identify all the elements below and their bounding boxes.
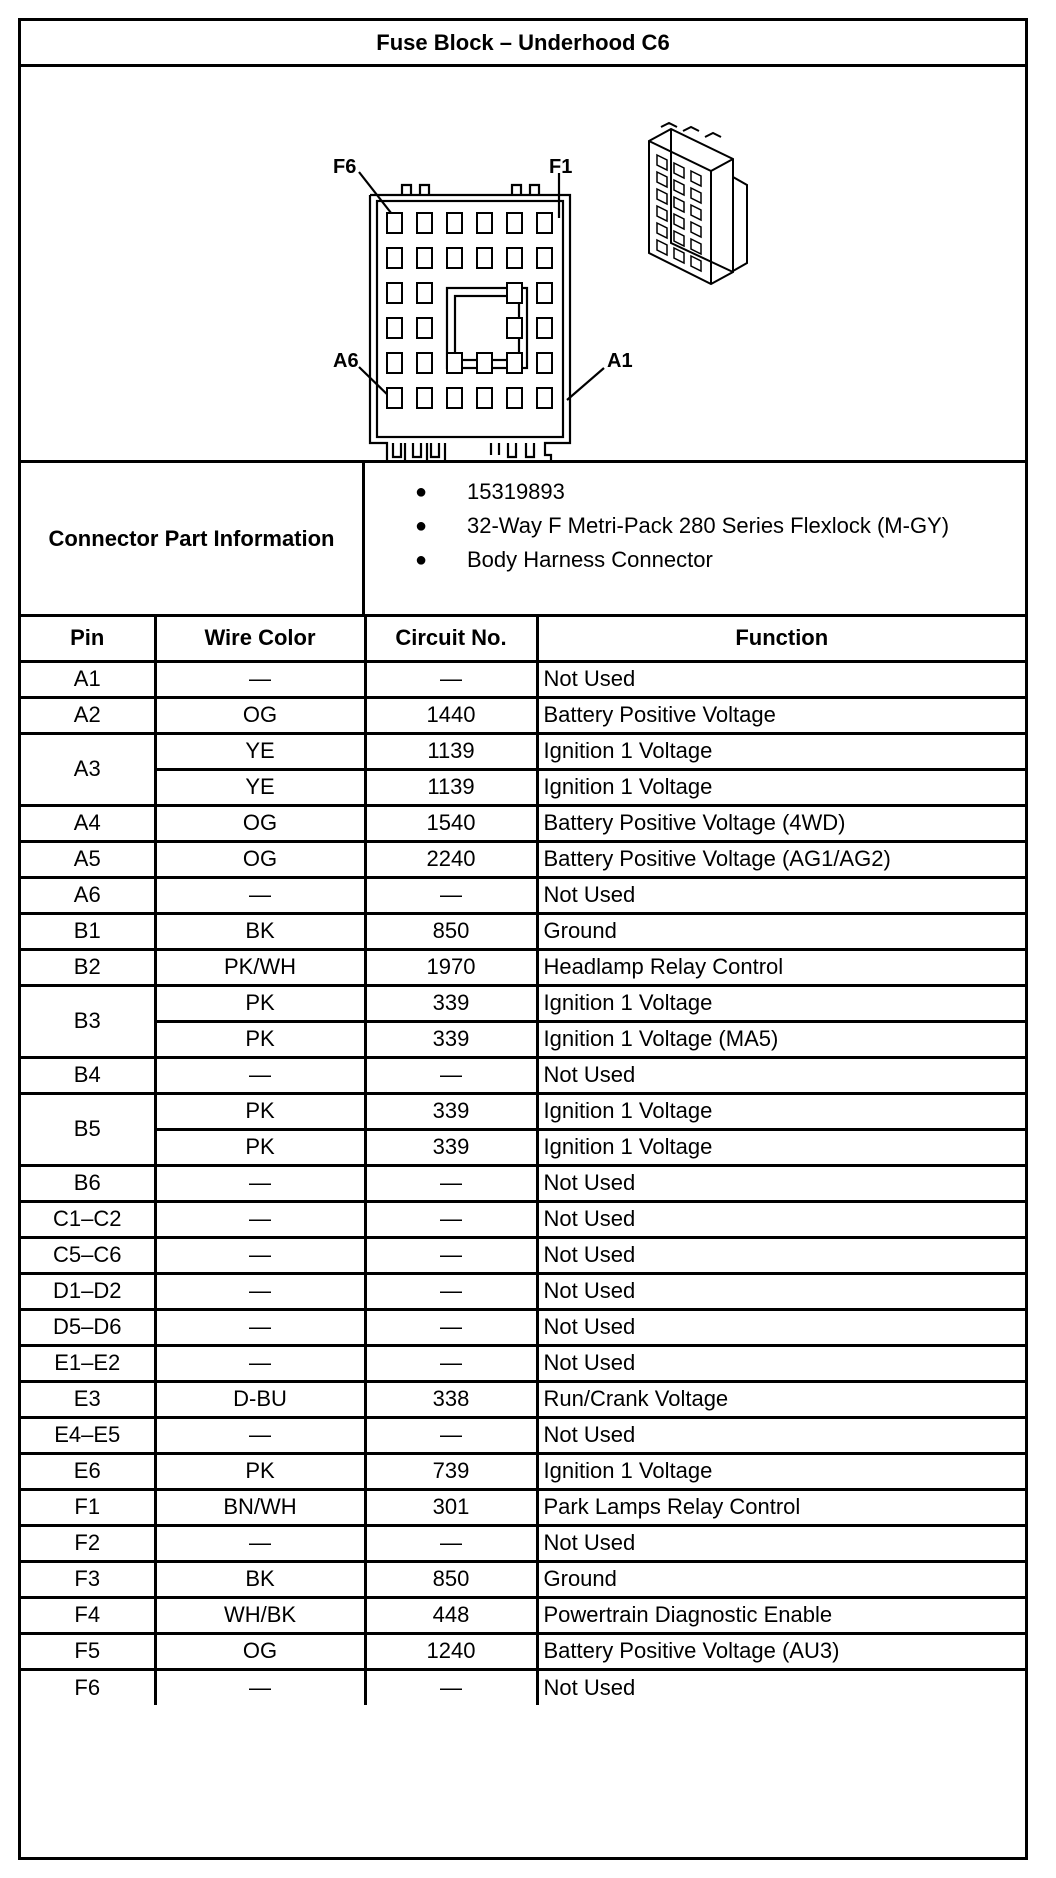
connector-cavity xyxy=(537,283,552,303)
label-a1: A1 xyxy=(607,350,633,372)
table-row xyxy=(21,769,1025,805)
pin-cell: B5 xyxy=(21,1093,155,1165)
circuit-cell: 338 xyxy=(365,1381,537,1417)
wire-color-cell: OG xyxy=(155,841,365,877)
circuit-cell: 339 xyxy=(365,1021,537,1057)
function-cell: Not Used xyxy=(537,1309,1025,1345)
function-cell: Ignition 1 Voltage xyxy=(537,769,1025,805)
circuit-cell: — xyxy=(365,877,537,913)
table-row xyxy=(21,1381,1025,1417)
header-pin: Pin xyxy=(21,617,155,661)
connector-cavity xyxy=(417,213,432,233)
connector-cavity xyxy=(387,213,402,233)
table-row xyxy=(21,1273,1025,1309)
table-row xyxy=(21,697,1025,733)
iso-cavity xyxy=(657,206,667,221)
table-row xyxy=(21,985,1025,1021)
connector-cavity xyxy=(417,388,432,408)
connector-cavity xyxy=(387,283,402,303)
table-row xyxy=(21,805,1025,841)
iso-cavity xyxy=(674,197,684,212)
circuit-cell: 1540 xyxy=(365,805,537,841)
table-row xyxy=(21,1525,1025,1561)
table-row xyxy=(21,1345,1025,1381)
table-row xyxy=(21,1417,1025,1453)
function-cell: Ignition 1 Voltage (MA5) xyxy=(537,1021,1025,1057)
connector-cavity xyxy=(417,283,432,303)
iso-cavity xyxy=(657,223,667,238)
wire-color-cell: — xyxy=(155,1165,365,1201)
wire-color-cell: YE xyxy=(155,769,365,805)
header-wire-color: Wire Color xyxy=(155,617,365,661)
circuit-cell: 1139 xyxy=(365,733,537,769)
table-row xyxy=(21,1237,1025,1273)
iso-cavity xyxy=(674,231,684,246)
wire-color-cell: — xyxy=(155,1417,365,1453)
wire-color-cell: — xyxy=(155,877,365,913)
pin-cell: D5–D6 xyxy=(21,1309,155,1345)
function-cell: Not Used xyxy=(537,1165,1025,1201)
connector-cavity xyxy=(537,213,552,233)
pin-cell: B6 xyxy=(21,1165,155,1201)
pinout-table xyxy=(21,617,1025,1705)
table-row xyxy=(21,1129,1025,1165)
wire-color-cell: OG xyxy=(155,1633,365,1669)
header-circuit: Circuit No. xyxy=(365,617,537,661)
iso-cavity xyxy=(657,155,667,170)
function-cell: Ignition 1 Voltage xyxy=(537,1129,1025,1165)
table-row xyxy=(21,1309,1025,1345)
connector-cavity xyxy=(387,388,402,408)
connector-cavity xyxy=(477,248,492,268)
connector-cavity xyxy=(507,318,522,338)
sheet-title: Fuse Block – Underhood C6 xyxy=(21,21,1025,67)
connector-cavity xyxy=(537,388,552,408)
circuit-cell: 850 xyxy=(365,1561,537,1597)
info-item: ● Body Harness Connector xyxy=(415,547,713,572)
table-row xyxy=(21,1021,1025,1057)
table-row xyxy=(21,877,1025,913)
function-cell: Ground xyxy=(537,913,1025,949)
wire-color-cell: WH/BK xyxy=(155,1597,365,1633)
iso-cavity xyxy=(674,248,684,263)
function-cell: Powertrain Diagnostic Enable xyxy=(537,1597,1025,1633)
table-row xyxy=(21,913,1025,949)
function-cell: Not Used xyxy=(537,1525,1025,1561)
wire-color-cell: — xyxy=(155,661,365,697)
iso-cavity xyxy=(674,163,684,178)
circuit-cell: — xyxy=(365,661,537,697)
connector-cavity xyxy=(447,213,462,233)
pin-cell: F3 xyxy=(21,1561,155,1597)
iso-cavity xyxy=(691,239,701,254)
table-row xyxy=(21,841,1025,877)
circuit-cell: — xyxy=(365,1345,537,1381)
circuit-cell: — xyxy=(365,1669,537,1705)
function-cell: Battery Positive Voltage (4WD) xyxy=(537,805,1025,841)
connector-cavity xyxy=(507,213,522,233)
connector-cavity xyxy=(507,353,522,373)
pin-cell: F4 xyxy=(21,1597,155,1633)
wire-color-cell: — xyxy=(155,1201,365,1237)
function-cell: Run/Crank Voltage xyxy=(537,1381,1025,1417)
function-cell: Not Used xyxy=(537,1057,1025,1093)
circuit-cell: 1970 xyxy=(365,949,537,985)
circuit-cell: 339 xyxy=(365,1093,537,1129)
function-cell: Not Used xyxy=(537,1273,1025,1309)
connector-cavity xyxy=(387,353,402,373)
iso-cavity xyxy=(691,188,701,203)
iso-cavity xyxy=(674,180,684,195)
function-cell: Park Lamps Relay Control xyxy=(537,1489,1025,1525)
circuit-cell: 1139 xyxy=(365,769,537,805)
connector-cavity xyxy=(447,248,462,268)
connector-cavity xyxy=(417,353,432,373)
wire-color-cell: BK xyxy=(155,913,365,949)
circuit-cell: 301 xyxy=(365,1489,537,1525)
circuit-cell: — xyxy=(365,1201,537,1237)
iso-cavity xyxy=(674,214,684,229)
iso-cavity xyxy=(657,189,667,204)
pin-cell: B2 xyxy=(21,949,155,985)
circuit-cell: — xyxy=(365,1165,537,1201)
circuit-cell: — xyxy=(365,1525,537,1561)
connector-cavity xyxy=(537,318,552,338)
label-f1: F1 xyxy=(549,156,573,178)
connector-face-drawing xyxy=(21,67,1025,460)
table-row xyxy=(21,1561,1025,1597)
circuit-cell: — xyxy=(365,1273,537,1309)
wire-color-cell: PK xyxy=(155,985,365,1021)
circuit-cell: — xyxy=(365,1309,537,1345)
label-a6: A6 xyxy=(333,350,359,372)
wire-color-cell: OG xyxy=(155,805,365,841)
function-cell: Not Used xyxy=(537,1669,1025,1705)
pin-cell: A3 xyxy=(21,733,155,805)
wire-color-cell: PK xyxy=(155,1453,365,1489)
connector-cavity xyxy=(507,248,522,268)
table-row xyxy=(21,1597,1025,1633)
function-cell: Not Used xyxy=(537,1201,1025,1237)
circuit-cell: 1440 xyxy=(365,697,537,733)
table-row xyxy=(21,1201,1025,1237)
circuit-cell: 2240 xyxy=(365,841,537,877)
function-cell: Not Used xyxy=(537,661,1025,697)
pin-cell: A4 xyxy=(21,805,155,841)
wire-color-cell: D-BU xyxy=(155,1381,365,1417)
wire-color-cell: PK/WH xyxy=(155,949,365,985)
circuit-cell: 448 xyxy=(365,1597,537,1633)
circuit-cell: 850 xyxy=(365,913,537,949)
table-row xyxy=(21,1057,1025,1093)
info-item: ● 32-Way F Metri-Pack 280 Series Flexlock (M-GY) xyxy=(415,513,950,538)
pin-cell: F5 xyxy=(21,1633,155,1669)
circuit-cell: 1240 xyxy=(365,1633,537,1669)
circuit-cell: — xyxy=(365,1057,537,1093)
function-cell: Battery Positive Voltage (AG1/AG2) xyxy=(537,841,1025,877)
wire-color-cell: PK xyxy=(155,1129,365,1165)
wire-color-cell: — xyxy=(155,1669,365,1705)
wire-color-cell: BK xyxy=(155,1561,365,1597)
connector-cavity xyxy=(477,388,492,408)
connector-sheet xyxy=(18,18,1028,1860)
connector-cavity xyxy=(537,353,552,373)
iso-cavity xyxy=(691,222,701,237)
circuit-cell: — xyxy=(365,1417,537,1453)
pin-cell: F6 xyxy=(21,1669,155,1705)
wire-color-cell: — xyxy=(155,1309,365,1345)
connector-cavity xyxy=(447,388,462,408)
wire-color-cell: — xyxy=(155,1345,365,1381)
connector-cavity xyxy=(387,318,402,338)
connector-cavity xyxy=(507,283,522,303)
function-cell: Battery Positive Voltage xyxy=(537,697,1025,733)
label-f6: F6 xyxy=(333,156,357,178)
pin-cell: F2 xyxy=(21,1525,155,1561)
function-cell: Ground xyxy=(537,1561,1025,1597)
wire-color-cell: PK xyxy=(155,1021,365,1057)
pin-cell: A6 xyxy=(21,877,155,913)
wire-color-cell: — xyxy=(155,1525,365,1561)
connector-cavity xyxy=(507,388,522,408)
connector-cavity xyxy=(477,353,492,373)
wire-color-cell: OG xyxy=(155,697,365,733)
table-row xyxy=(21,1453,1025,1489)
circuit-cell: 339 xyxy=(365,1129,537,1165)
pinout-header-row xyxy=(21,617,1025,661)
pin-cell: A2 xyxy=(21,697,155,733)
connector-cavity xyxy=(417,318,432,338)
pin-cell: C1–C2 xyxy=(21,1201,155,1237)
pin-cell: B1 xyxy=(21,913,155,949)
function-cell: Not Used xyxy=(537,1237,1025,1273)
connector-cavity xyxy=(387,248,402,268)
pin-cell: E1–E2 xyxy=(21,1345,155,1381)
wire-color-cell: — xyxy=(155,1057,365,1093)
table-row xyxy=(21,1093,1025,1129)
iso-cavity xyxy=(691,256,701,271)
pin-cell: B4 xyxy=(21,1057,155,1093)
table-row xyxy=(21,1633,1025,1669)
iso-cavity xyxy=(657,240,667,255)
function-cell: Ignition 1 Voltage xyxy=(537,733,1025,769)
table-row xyxy=(21,1669,1025,1705)
iso-cavity xyxy=(657,172,667,187)
connector-cavity xyxy=(447,353,462,373)
function-cell: Not Used xyxy=(537,1345,1025,1381)
connector-part-info-list xyxy=(365,463,1025,614)
connector-diagram xyxy=(21,67,1025,463)
table-row xyxy=(21,1165,1025,1201)
pin-cell: E3 xyxy=(21,1381,155,1417)
function-cell: Battery Positive Voltage (AU3) xyxy=(537,1633,1025,1669)
wire-color-cell: BN/WH xyxy=(155,1489,365,1525)
connector-cavity xyxy=(417,248,432,268)
function-cell: Ignition 1 Voltage xyxy=(537,985,1025,1021)
function-cell: Ignition 1 Voltage xyxy=(537,1453,1025,1489)
pin-cell: E4–E5 xyxy=(21,1417,155,1453)
wire-color-cell: PK xyxy=(155,1093,365,1129)
function-cell: Headlamp Relay Control xyxy=(537,949,1025,985)
function-cell: Not Used xyxy=(537,877,1025,913)
table-row xyxy=(21,1489,1025,1525)
connector-cavity xyxy=(537,248,552,268)
pin-cell: C5–C6 xyxy=(21,1237,155,1273)
pin-cell: A1 xyxy=(21,661,155,697)
pin-cell: A5 xyxy=(21,841,155,877)
function-cell: Ignition 1 Voltage xyxy=(537,1093,1025,1129)
circuit-cell: 339 xyxy=(365,985,537,1021)
table-row xyxy=(21,949,1025,985)
wire-color-cell: YE xyxy=(155,733,365,769)
pin-cell: F1 xyxy=(21,1489,155,1525)
connector-cavity xyxy=(477,213,492,233)
iso-cavity xyxy=(691,171,701,186)
wire-color-cell: — xyxy=(155,1273,365,1309)
pin-cell: B3 xyxy=(21,985,155,1057)
table-row xyxy=(21,733,1025,769)
header-function: Function xyxy=(537,617,1025,661)
info-item: ● 15319893 xyxy=(415,479,565,504)
connector-part-info-label: Connector Part Information xyxy=(21,463,365,614)
function-cell: Not Used xyxy=(537,1417,1025,1453)
circuit-cell: 739 xyxy=(365,1453,537,1489)
circuit-cell: — xyxy=(365,1237,537,1273)
iso-cavity xyxy=(691,205,701,220)
pin-cell: E6 xyxy=(21,1453,155,1489)
pin-cell: D1–D2 xyxy=(21,1273,155,1309)
wire-color-cell: — xyxy=(155,1237,365,1273)
table-row xyxy=(21,661,1025,697)
connector-part-info xyxy=(21,463,1025,617)
